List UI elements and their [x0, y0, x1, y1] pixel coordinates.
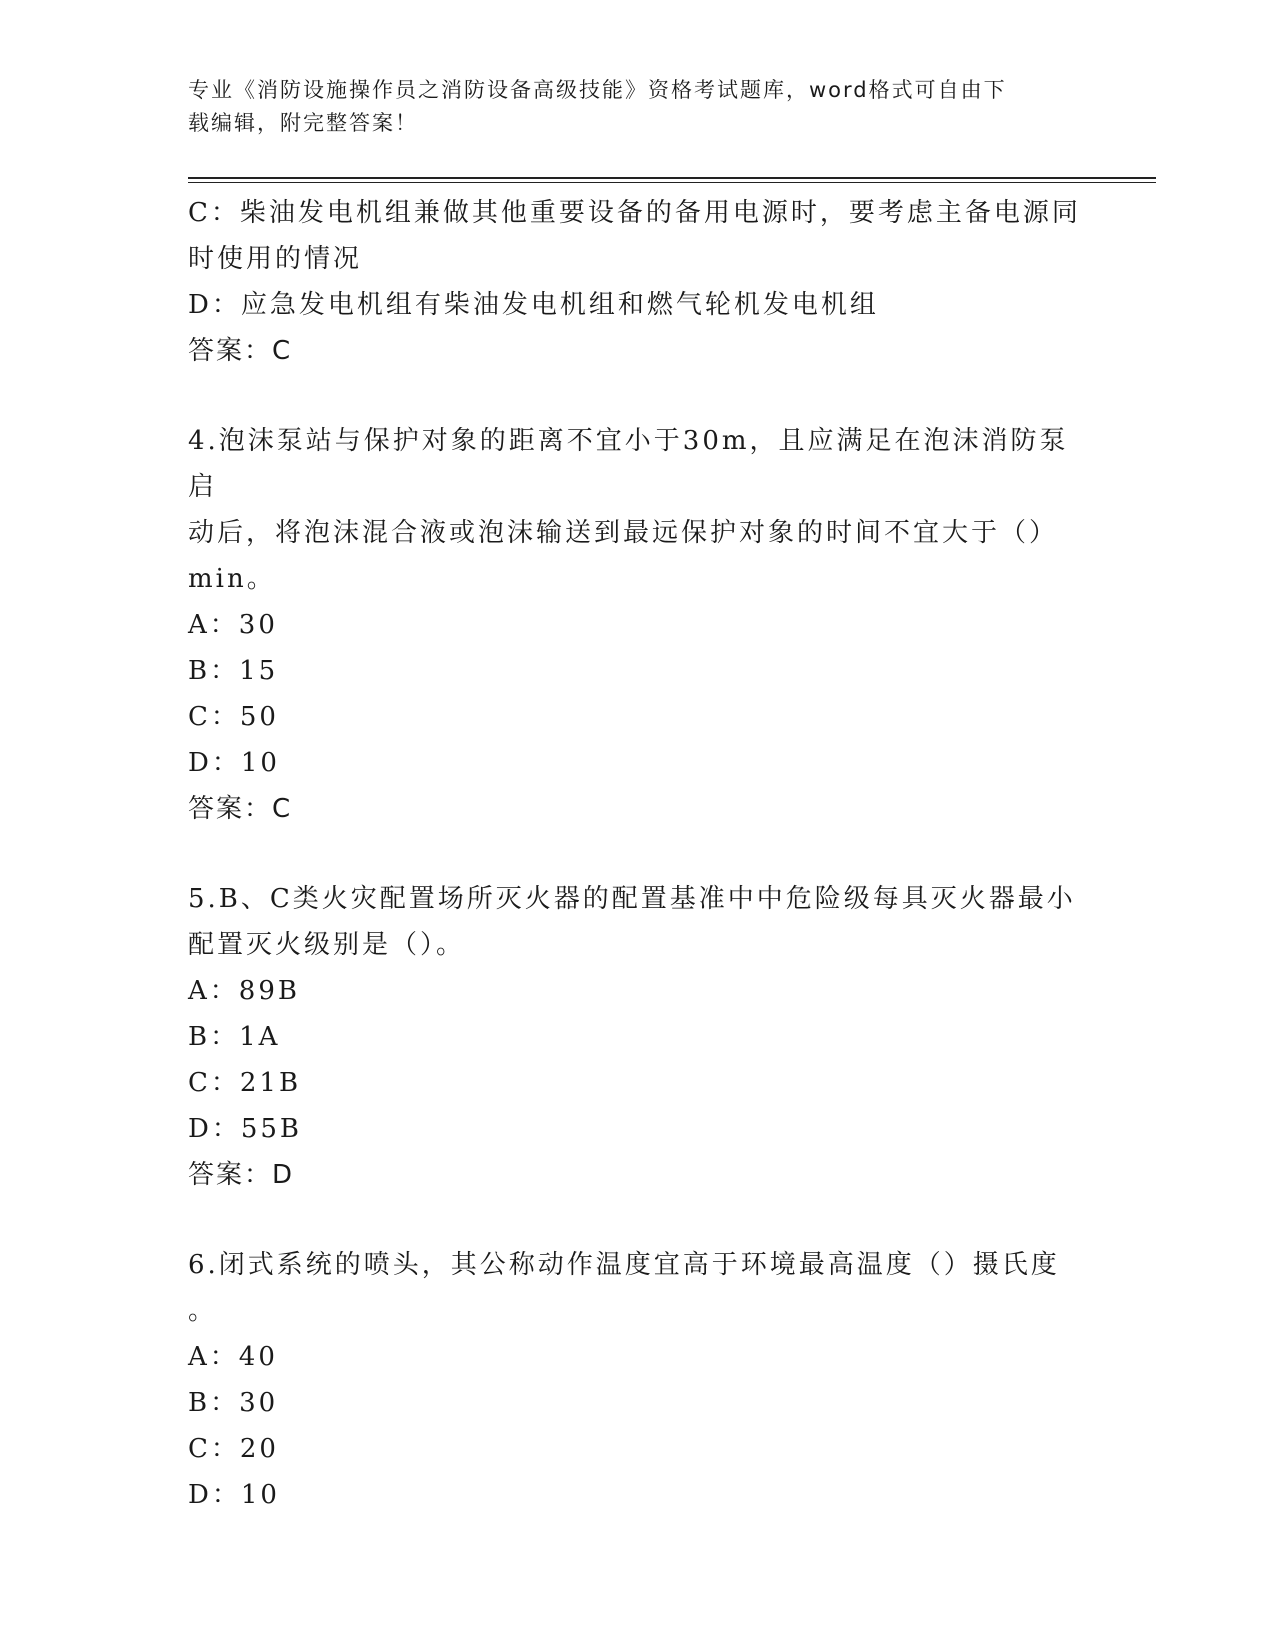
q6-stem-line-2: 。	[188, 1296, 218, 1326]
q4-stem-line-2: 动后，将泡沫混合液或泡沫输送到最远保护对象的时间不宜大于（）	[188, 518, 1059, 548]
q3-option-c-line-1: C：柴油发电机组兼做其他重要设备的备用电源时，要考虑主备电源同	[188, 198, 1081, 228]
q6-option-a: A：40	[188, 1342, 278, 1372]
q4-stem-line-1: 4.泡沫泵站与保护对象的距离不宜小于30m，且应满足在泡沫消防泵启	[188, 426, 1069, 502]
page-header	[188, 74, 1068, 140]
question-3-fragment	[188, 190, 1088, 374]
q5-option-b: B：1A	[188, 1022, 281, 1052]
q6-option-c: C：20	[188, 1434, 279, 1464]
question-content	[188, 190, 1088, 1518]
q4-answer: 答案：C	[188, 794, 293, 824]
header-rule-thick	[188, 177, 1156, 179]
q6-stem-line-1: 6.闭式系统的喷头，其公称动作温度宜高于环境最高温度（）摄氏度	[188, 1250, 1060, 1280]
header-line-2: 载编辑，附完整答案！	[188, 111, 418, 135]
q6-option-d: D：10	[188, 1480, 280, 1510]
q4-option-b: B：15	[188, 656, 279, 686]
q3-answer: 答案：C	[188, 336, 293, 366]
q6-option-b: B：30	[188, 1388, 279, 1418]
question-4	[188, 418, 1088, 832]
question-5	[188, 876, 1088, 1198]
q5-stem-line-1: 5.B、C类火灾配置场所灭火器的配置基准中中危险级每具灭火器最小	[188, 884, 1076, 914]
q4-option-a: A：30	[188, 610, 278, 640]
q3-option-d: D：应急发电机组有柴油发电机组和燃气轮机发电机组	[188, 290, 879, 320]
q4-stem-line-3: min。	[188, 564, 276, 594]
q5-answer: 答案：D	[188, 1160, 295, 1190]
q4-option-d: D：10	[188, 748, 280, 778]
question-6	[188, 1242, 1088, 1518]
q5-option-d: D：55B	[188, 1114, 303, 1144]
q4-option-c: C：50	[188, 702, 279, 732]
q5-stem-line-2: 配置灭火级别是（）。	[188, 930, 466, 960]
header-line-1: 专业《消防设施操作员之消防设备高级技能》资格考试题库，word格式可自由下	[188, 78, 1007, 102]
q5-option-a: A：89B	[188, 976, 300, 1006]
q5-option-c: C：21B	[188, 1068, 302, 1098]
header-rule-thin	[188, 182, 1156, 183]
q3-option-c-line-2: 时使用的情况	[188, 244, 363, 274]
